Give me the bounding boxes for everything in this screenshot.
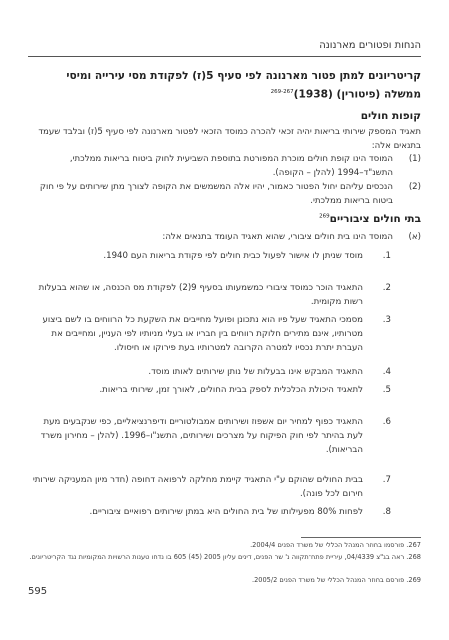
section-heading-kupot-holim: קופות חולים: [360, 110, 421, 122]
list-item: [28, 415, 421, 457]
header-rule: [28, 56, 421, 57]
list-item: [28, 152, 421, 180]
item-number: 2.: [382, 283, 391, 293]
running-header: הנחות ופטורים מארנונה: [319, 40, 421, 51]
item-text: בבית החולים שהוקם ע"י התאגיד קיימת מחלקה לרפואה דחופה (חדר מיון המעניקה שירותי חירום לכל פונה).: [32, 475, 363, 499]
title-footnote-refs: 269-267: [270, 89, 294, 95]
section1-intro: תאגיד המספק שירותי בריאות יהיה זכאי להכרה כמוסד הזכאי לפטור מארנונה לפי סעיף 5(ז) ובלבד שעמד בתנאים אלה:: [38, 127, 421, 151]
item-number: (2): [408, 182, 421, 192]
item-number: 3.: [382, 315, 391, 325]
page-number: 595: [28, 586, 48, 597]
footnote-rule: [301, 537, 421, 538]
item-number: 5.: [382, 385, 391, 395]
list-item: [28, 180, 421, 208]
item-number: (1): [408, 154, 421, 164]
item-text: המוסד הינו קופת חולים מוכרת המפורטת בתוספת השביעית לחוק ביטוח בריאות ממלכתי, התשנ"ד–1994 (להלן – הקופה).: [69, 154, 393, 178]
item-text: מוסד שניתן לו אישור לפעול כבית חולים לפי פקודת בריאות העם 1940.: [103, 251, 363, 261]
list-item: [28, 505, 421, 519]
item-text: המוסד הינו בית חולים ציבורי, שהוא תאגיד העומד בתנאים אלה:: [162, 232, 393, 242]
list-item: [28, 473, 421, 501]
list-item: [28, 365, 421, 379]
footnote: 268. ראה בג"צ 04/4339, עיריית פתח־תקווה נ' שר הפנים, דינים עליון 2005 (45) 605 בו נדחו טענות הרשויות המקומיות נגד הקריטריונים.: [29, 553, 421, 561]
item-text: מסמכי התאגיד שעל פיו הוא נתכונן ופועל מחייבים את השקעת כל הרווחים בו לשם ביצוע מטרותיו, אינם מתירים חלוקת רווחים בין חבריו או בעלי מניותיו לפי העניין, ומחייבים את העברת יתרת נכסיו למטרה הקרובה למטרותיו בעת פירוקו או חיסולו.: [42, 315, 363, 353]
item-text: התאגיד הוכר כמוסד ציבורי כמשמעותו בסעיף 9(2) לפקודת מס הכנסה, או שהוא בבעלות רשות מקומית.: [38, 283, 363, 307]
list-item: [28, 313, 421, 355]
list-item: [28, 281, 421, 309]
item-number: 1.: [382, 251, 391, 261]
item-text: התאגיד המבקש אינו בבעלות של נותן שירותים לאותו מוסד.: [148, 367, 363, 377]
title-text: קריטריונים למתן פטור מארנונה לפי סעיף 5(ז) לפקודת מסי עירייה ומיסי ממשלה (פיטורין) (1938): [66, 70, 421, 101]
footnote: 269. פורסם בחוזר המנהל הכללי של משרד הפנים 2005/2.: [251, 576, 421, 584]
item-text: לתאגיד היכולת הכלכלית לספק בבית החולים, לאורך זמן, שירותי בריאות.: [99, 385, 363, 395]
item-number: (א): [408, 232, 421, 242]
section2-intro: [28, 230, 421, 244]
list-item: [28, 249, 421, 263]
item-number: 8.: [382, 507, 391, 517]
item-number: 6.: [382, 417, 391, 427]
item-number: 4.: [382, 367, 391, 377]
footnote: 267. פורסמו בחוזר המנהל הכללי של משרד הפנים 2004/4.: [250, 541, 421, 549]
item-number: 7.: [382, 475, 391, 485]
page-title: [28, 68, 421, 103]
heading-text: בתי חולים ציבוריים: [329, 213, 421, 225]
item-text: לפחות 80% מפעילותו של בית החולים היא במתן שירותים רפואיים ציבוריים.: [89, 507, 363, 517]
list-item: [28, 383, 421, 397]
item-text: התאגיד כפוף למחיר יום אשפוז ושירותים אמבולטוריים ודיפרנציאליים, כפי שנקבעים מעת לעת בהיתר לפי חוק הפיקוח על מצרכים ושירותים, התשנ"ו–1996. (להלן – מחירון משרד הבריאות).: [40, 417, 363, 455]
section-heading-public-hospitals: [319, 213, 421, 225]
item-text: הנכסים עליהם יחול הפטור כאמור, יהיו אלה המשמשים את הקופה לצורך מתן שירותים על פי חוק ביטוח בריאות ממלכתי.: [39, 182, 393, 206]
heading-footnote-ref: 269: [319, 213, 330, 220]
